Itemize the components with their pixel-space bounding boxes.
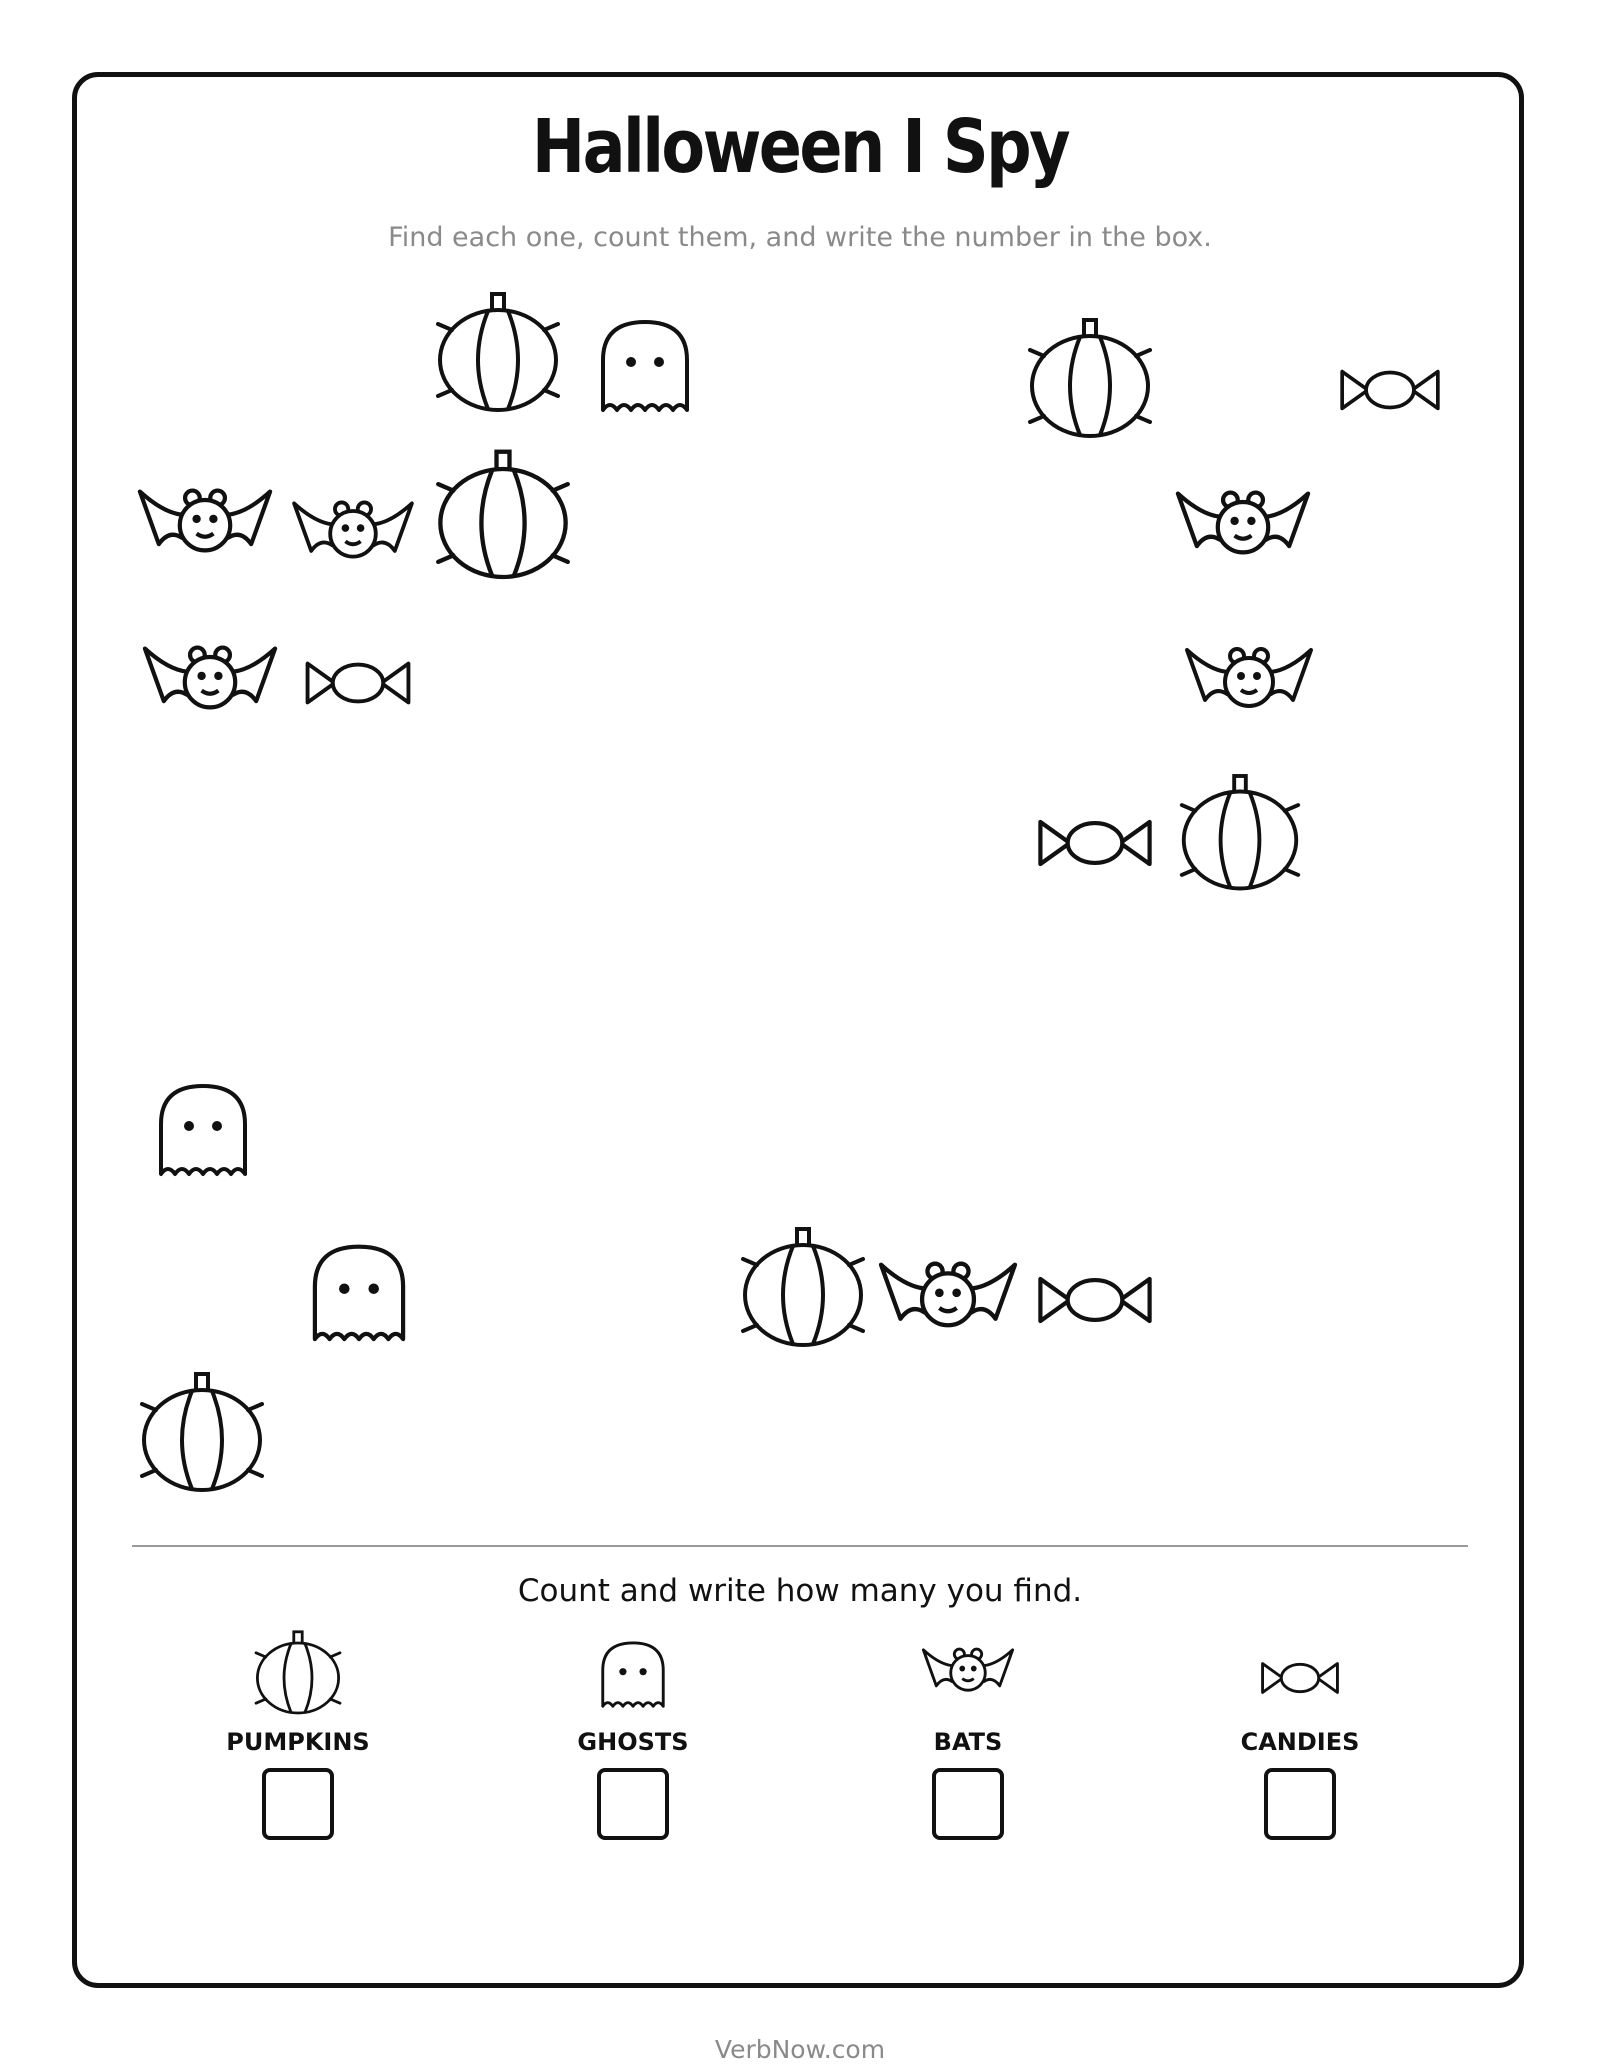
candies-answer-box[interactable] <box>1264 1768 1336 1840</box>
bat-icon <box>1187 649 1311 706</box>
bat-icon <box>881 1264 1015 1326</box>
section-divider <box>132 1545 1468 1547</box>
bat-icon <box>923 1649 1012 1690</box>
pumpkins-label: PUMPKINS <box>226 1728 370 1756</box>
bats-label: BATS <box>933 1728 1003 1756</box>
candies-label: CANDIES <box>1240 1728 1360 1756</box>
pumpkin-icon <box>142 1374 262 1490</box>
pumpkins-answer-box[interactable] <box>262 1768 334 1840</box>
ghost-icon <box>603 322 687 410</box>
ghost-icon <box>315 1247 403 1339</box>
bat-icon <box>1178 493 1308 553</box>
count-instruction: Count and write how many you find. <box>517 1573 1083 1609</box>
worksheet-title: Halloween I Spy <box>531 104 1069 190</box>
bat-icon <box>294 502 412 556</box>
ghosts-answer-box[interactable] <box>597 1768 669 1840</box>
bat-icon <box>140 491 270 551</box>
candy-icon <box>1263 1664 1338 1693</box>
pumpkin-icon <box>743 1229 863 1345</box>
bats-answer-box[interactable] <box>932 1768 1004 1840</box>
candy-icon <box>1342 372 1438 409</box>
pumpkin-icon <box>256 1632 340 1713</box>
candy-icon <box>1040 1279 1149 1321</box>
worksheet-subtitle: Find each one, count them, and write the number in the box. <box>388 222 1212 253</box>
pumpkin-icon <box>438 452 568 577</box>
candy-icon <box>1040 822 1149 864</box>
ghost-icon <box>161 1086 245 1174</box>
bat-icon <box>145 648 275 708</box>
ghosts-label: GHOSTS <box>577 1728 689 1756</box>
candy-icon <box>308 664 409 703</box>
pumpkin-icon <box>1182 776 1298 889</box>
ghost-icon <box>603 1643 663 1706</box>
pumpkin-icon <box>438 294 558 410</box>
pumpkin-icon <box>1030 320 1150 436</box>
footer-credit: VerbNow.com <box>714 2035 886 2064</box>
